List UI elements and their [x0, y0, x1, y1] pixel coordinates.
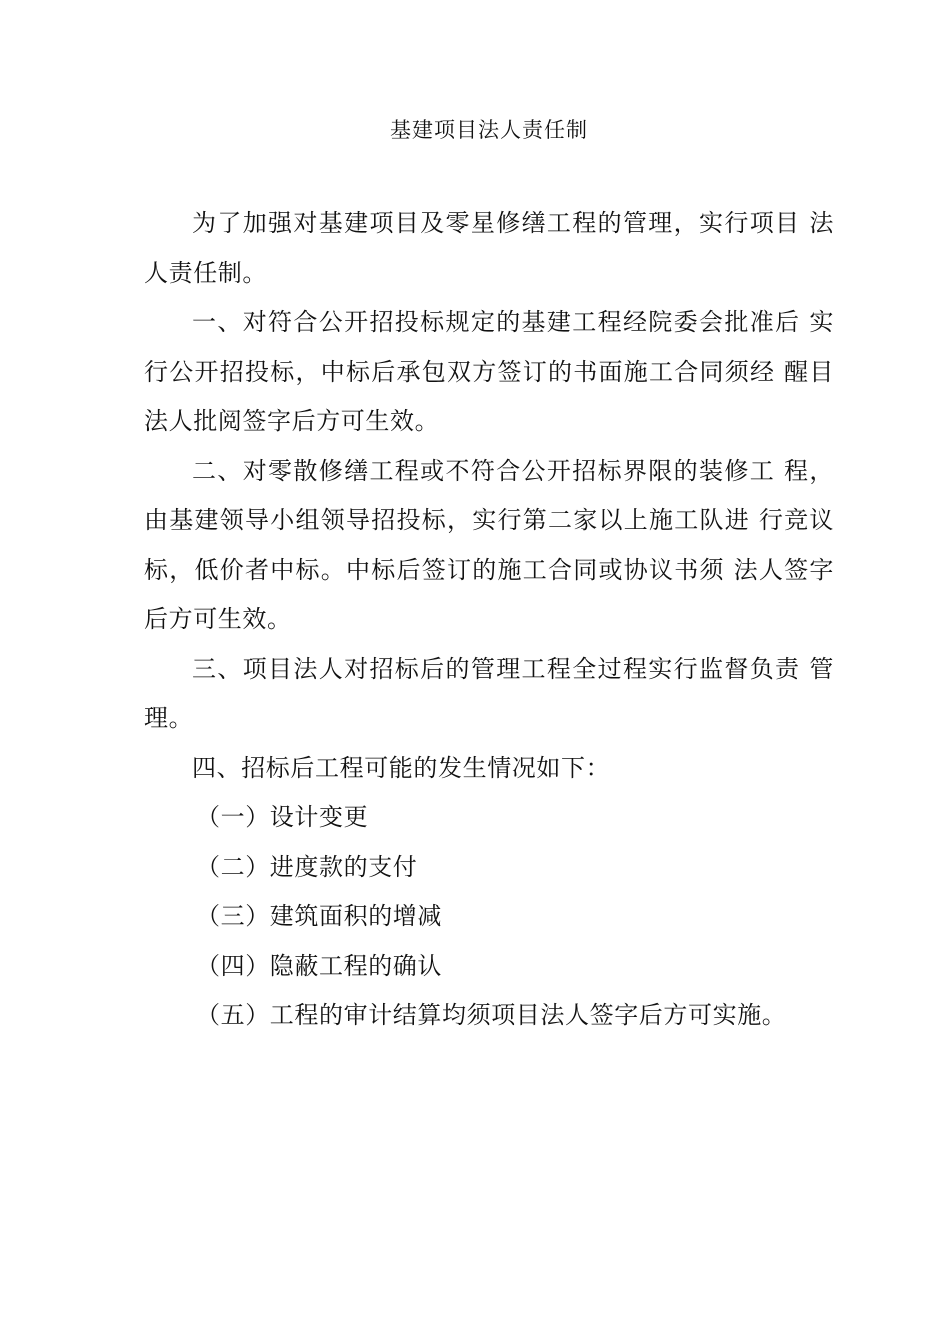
- list-item-design-change: （一）设计变更: [196, 803, 369, 831]
- paragraph-intro: 为了加强对基建项目及零星修缮工程的管理，实行项目 法人责任制。: [144, 209, 834, 287]
- document-title: 基建项目法人责任制: [390, 118, 588, 142]
- document-body: [144, 199, 834, 1041]
- paragraph-clause-3: 三、项目法人对招标后的管理工程全过程实行监督负责 管理。: [144, 654, 834, 732]
- paragraph-clause-2: 二、对零散修缮工程或不符合公开招标界限的装修工 程，由基建领导小组领导招投标，实行第二家以上施工队进 行竞议标，低价者中标。中标后签订的施工合同或协议书须 法人签字后方可生效。: [144, 456, 834, 633]
- list-item-audit-settlement: （五）工程的审计结算均须项目法人签字后方可实施。: [196, 1001, 787, 1029]
- list-item-concealed-work: （四）隐蔽工程的确认: [196, 951, 442, 980]
- paragraph-clause-1: 一、对符合公开招投标规定的基建工程经院委会批准后 实行公开招投标，中标后承包双方签订的书面施工合同须经 醒目法人批阅签字后方可生效。: [144, 308, 834, 435]
- list-item-progress-payment: （二）进度款的支付: [196, 852, 418, 881]
- paragraph-clause-4: 四、招标后工程可能的发生情况如下：: [192, 753, 611, 782]
- list-item-area-change: （三）建筑面积的增减: [196, 902, 442, 930]
